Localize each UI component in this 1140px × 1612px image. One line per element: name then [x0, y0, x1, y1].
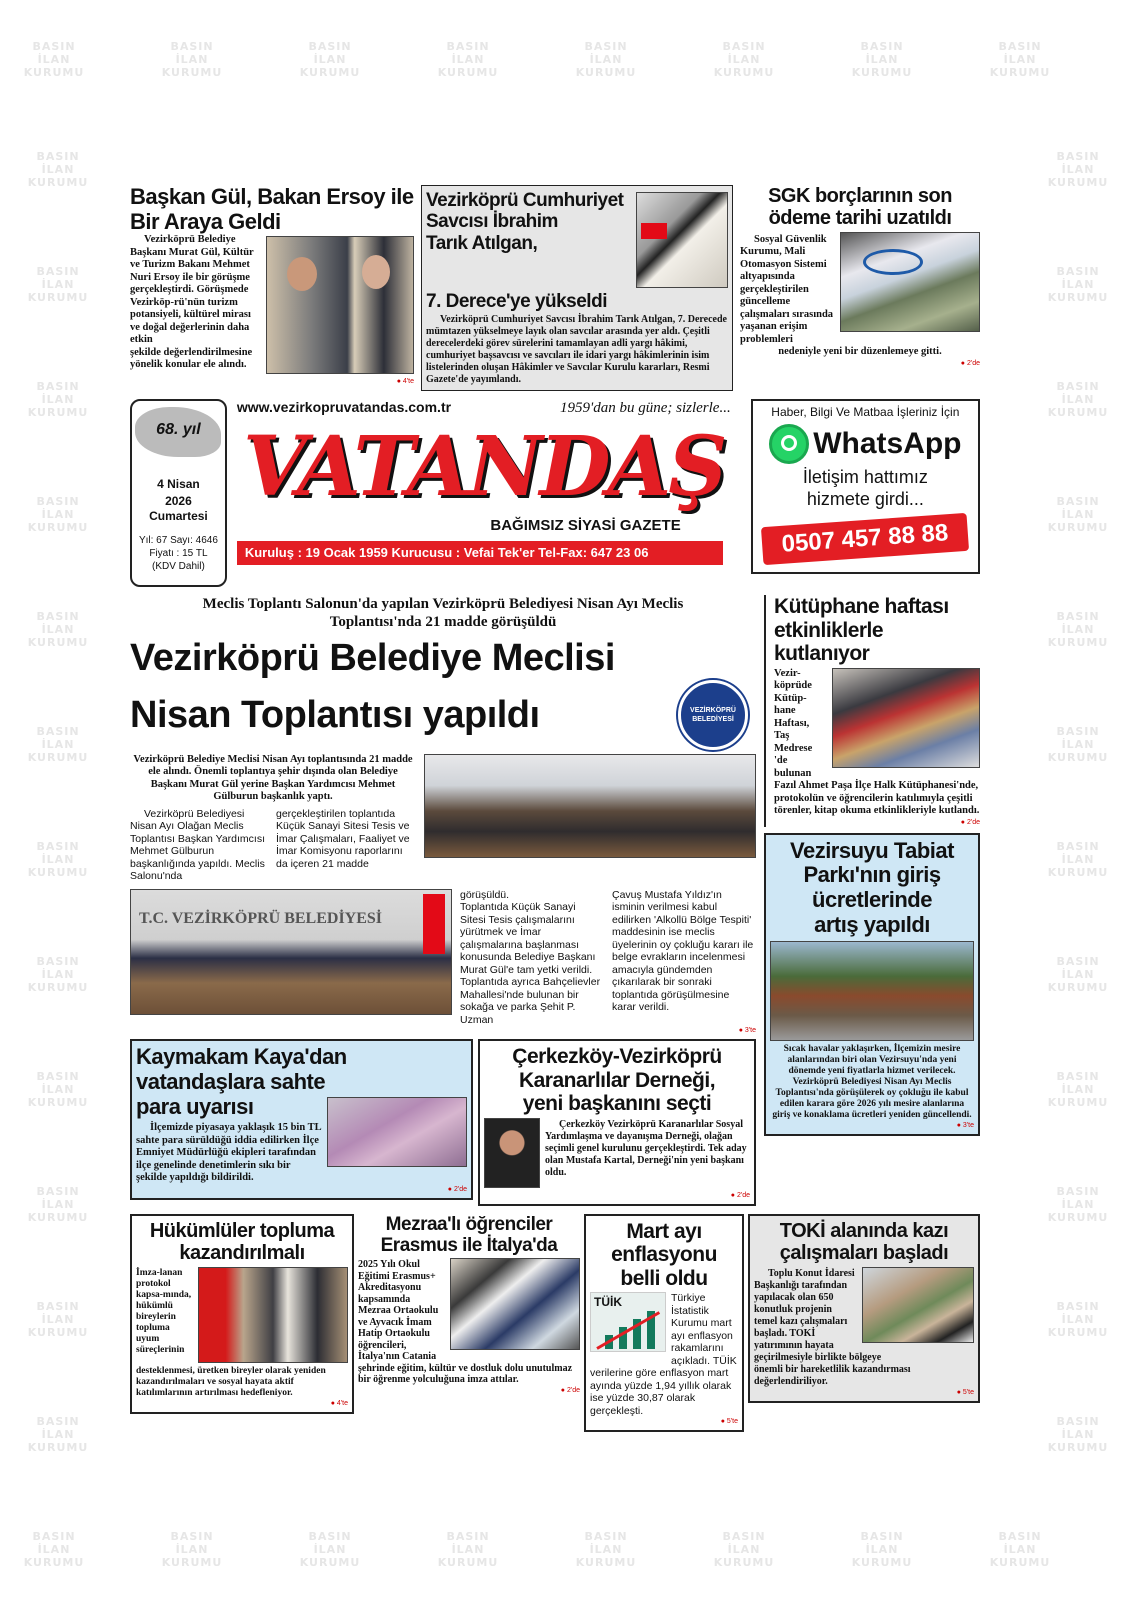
headline-line: TOKİ alanında kazı	[779, 1219, 949, 1242]
headline-line: Mart ayı	[626, 1219, 702, 1243]
continued-ref: ● 5'te	[754, 1388, 974, 1397]
story-gul-ersoy[interactable]	[130, 185, 414, 386]
newspaper-logo: VATANDAŞ	[243, 419, 725, 516]
date-year: 2026	[165, 494, 192, 509]
continued-ref: ● 3'te	[130, 1026, 756, 1035]
body-end: şekilde değerlendirilmesine yönelik konular ele alındı.	[130, 346, 253, 371]
map-badge	[135, 407, 221, 457]
body: Sosyal Güvenlik Kurumu, Mali Otomasyon Sistemi altyapısında gerçekleştirilen güncelleme çalışmaları sırasında yaşanan erişim problemleri	[740, 233, 834, 345]
body: süreçlerinin desteklenmesi, üretken bireyler olarak yeniden kazandırılmaları ve sosyal hayata aktif katılımlarının artırılması hedefleniyor.	[136, 1344, 326, 1398]
headline-line: Parkı'nın giriş	[803, 862, 941, 888]
headline-line: Mezraa'lı öğrenciler	[385, 1213, 553, 1235]
watermark: BASIN İLAN KURUMU	[437, 1530, 499, 1569]
headline-line: para uyarısı	[136, 1093, 254, 1119]
slogan: 1959'dan bu güne; sizlerle...	[560, 400, 731, 417]
watermark: BASIN İLAN KURUMU	[27, 725, 89, 764]
watermark: BASIN İLAN KURUMU	[1047, 1070, 1109, 1109]
body-side: 2025 Yılı Okul Eğitimi Erasmus+ Akreditasyonu kapsamında Mezraa Ortaokulu ve Ayvacık İmam	[358, 1259, 439, 1328]
logo-text: VEZİRKÖPRÜ BELEDİYESİ	[690, 706, 736, 723]
headline-line: Çerkezköy-Vezirköprü	[512, 1045, 722, 1069]
headline-line: Kaymakam Kaya'dan	[136, 1044, 347, 1070]
photo-president	[484, 1118, 540, 1188]
headline-line: Hükümlüler topluma	[149, 1219, 335, 1242]
whatsapp-icon	[769, 424, 809, 464]
continued-ref: ● 2'de	[358, 1386, 580, 1395]
story-vezirsuyu[interactable]	[764, 833, 980, 1137]
photo-banknotes	[327, 1097, 467, 1167]
front-page	[130, 0, 980, 1472]
watermark: BASIN İLAN KURUMU	[575, 40, 637, 79]
phone-number[interactable]: 0507 457 88 88	[761, 513, 969, 565]
watermark: BASIN İLAN KURUMU	[27, 840, 89, 879]
body: Vezirköprü Cumhuriyet Savcısı İbrahim Tarık Atılgan, 7. Derecede mümtazen yükselmeye layık olan savcılar arasında yer aldı. Çeşitli derecelerdeki görev sürelerini tamamlayan adli yargı hâkimi, cumhuriyet başsavcısı ve savcıları ile idari yargı hâkimlerinin isim listelerinden oluşan Hâkimler ve Savcılar Kurulu kararları, Resmi Gazete'de yayımlandı.	[426, 314, 727, 386]
headline-line: Karanarlılar Derneği,	[518, 1068, 716, 1092]
watermark: BASIN İLAN KURUMU	[1047, 955, 1109, 994]
municipality-logo	[678, 680, 748, 750]
watermark: BASIN İLAN KURUMU	[299, 1530, 361, 1569]
body: açıkladı. TÜİK verilerine göre enflasyon mart ayında yüzde 1,94 yıllık olarak ise yüzde 30,87 olarak gerçekleşti.	[590, 1354, 737, 1417]
story-convicts[interactable]	[130, 1214, 354, 1414]
masthead-center	[237, 399, 731, 565]
ad-line1: İletişim hattımız	[802, 467, 928, 488]
watermark: BASIN İLAN KURUMU	[1047, 610, 1109, 649]
watermark: BASIN İLAN KURUMU	[27, 380, 89, 419]
headline-line: çalışmaları başladı	[779, 1242, 949, 1265]
watermark: BASIN İLAN KURUMU	[1047, 265, 1109, 304]
watermark: BASIN İLAN KURUMU	[989, 1530, 1051, 1569]
headline-line: kutlanıyor	[774, 642, 870, 666]
story-sgk[interactable]	[740, 185, 980, 368]
continued-ref: ● 2'de	[136, 1185, 467, 1194]
date-weekday: Cumartesi	[149, 509, 208, 524]
watermark: BASIN İLAN KURUMU	[1047, 150, 1109, 189]
issue-number: Yıl: 67 Sayı: 4646	[138, 535, 218, 547]
story-inflation[interactable]	[584, 1214, 744, 1433]
headline-line: ödeme tarihi uzatıldı	[768, 207, 952, 230]
watermark: BASIN İLAN KURUMU	[27, 1070, 89, 1109]
continued-ref: ● 5'te	[590, 1417, 738, 1426]
continued-ref: ● 2'de	[774, 818, 980, 827]
photo-students	[450, 1258, 580, 1350]
continued-ref: ● 2'de	[484, 1191, 750, 1200]
bottom-row	[130, 1214, 980, 1433]
headline-line: Kütüphane haftası	[774, 595, 949, 619]
middle-row	[130, 595, 980, 1206]
price: Fiyatı : 15 TL	[149, 548, 208, 560]
vat-note: (KDV Dahil)	[152, 561, 205, 573]
year-badge: 68. yıl	[156, 421, 201, 439]
body: Sıcak havalar yaklaşırken, İlçemizin mesire alanlarından biri olan Vezirsuyu'nda yeni dönemde yeni fiyatlarla hizmet verilecek. Vezirköprü Belediyesi Nisan Ayı Meclis Toplantısı'nda görüşülerek oy çokluğu ile kabul edilen karara göre 2026 yılı mesire alanlarına giriş ve konaklama ücretleri yeniden güncellendi.	[772, 1044, 972, 1121]
headline-line: vatandaşlara sahte	[136, 1068, 326, 1094]
watermark: BASIN İLAN KURUMU	[1047, 725, 1109, 764]
left-column	[130, 595, 756, 1206]
watermark: BASIN İLAN KURUMU	[1047, 1300, 1109, 1339]
photo-council-table	[130, 889, 452, 1015]
photo-library	[832, 668, 980, 768]
continued-ref: ● 4'te	[130, 377, 414, 386]
headline-line: enflasyonu	[611, 1243, 717, 1267]
watermark: BASIN İLAN KURUMU	[23, 1530, 85, 1569]
watermark: BASIN İLAN KURUMU	[299, 40, 361, 79]
sgk-logo	[863, 249, 923, 275]
watermark: BASIN İLAN KURUMU	[437, 40, 499, 79]
tuik-logo: TÜİK	[594, 1295, 622, 1310]
watermark: BASIN İLAN KURUMU	[1047, 1415, 1109, 1454]
headline-line: Vezirköprü Belediye Meclisi	[130, 637, 615, 680]
body-side: Toplu Konut İdaresi Başkanlığı tarafından yapılacak olan 650 konutluk projenin temel kazı çalışmaları başladı. TOKİ yatırımının hayata geçirilmesiyle birlikte bölgeye	[754, 1267, 882, 1363]
watermark: BASIN İLAN KURUMU	[575, 1530, 637, 1569]
watermark: BASIN İLAN KURUMU	[1047, 495, 1109, 534]
watermark: BASIN İLAN KURUMU	[27, 610, 89, 649]
photo-toki-project	[862, 1267, 974, 1343]
column-1: Vezirköprü Belediyesi Nisan Ayı Olağan Meclis Toplantısı Başkan Yardımcısı Mehmet Gülburun başkanlığında yapıldı. Meclis Salonu'nda	[130, 807, 266, 883]
body: Vezirköprü Belediye Başkanı Murat Gül, Kültür ve Turizm Bakanı Mehmet Nuri Ersoy ile bir görüşme gerçekleştirdi. Görüşmede Vezirköp-rü'nün turizm potansiyeli, kültürel mirası ve doğal değerlerinin daha etkin	[130, 234, 254, 346]
headline-line: ücretlerinde	[812, 887, 932, 913]
continued-ref: ● 4'te	[136, 1399, 348, 1408]
story-library[interactable]	[764, 595, 980, 827]
headline-line: artış yapıldı	[814, 911, 930, 937]
watermark: BASIN İLAN KURUMU	[989, 40, 1051, 79]
website-link[interactable]: www.vezirkopruvatandas.com.tr	[236, 399, 452, 416]
watermark: BASIN İLAN KURUMU	[1047, 840, 1109, 879]
watermark: BASIN İLAN KURUMU	[851, 1530, 913, 1569]
kicker: Meclis Toplantı Salonun'da yapılan Vezirköprü Belediyesi Nisan Ayı Meclis Toplantısı'nda 21 madde görüşüldü	[202, 596, 684, 631]
watermark: BASIN İLAN KURUMU	[161, 1530, 223, 1569]
photo-council-hall	[424, 754, 756, 858]
main-story[interactable]	[130, 595, 756, 1035]
watermark: BASIN İLAN KURUMU	[27, 1185, 89, 1224]
story-erasmus[interactable]	[358, 1214, 580, 1395]
tuik-chart-image	[590, 1292, 666, 1352]
story-association[interactable]	[478, 1039, 756, 1206]
continued-ref: ● 3'te	[770, 1121, 974, 1130]
body: 'de bulunan Fazıl Ahmet Paşa İlçe Halk Kütüphanesi'nde, protokolün ve öğrencilerin katılımıyla çeşitli törenler, kitap okuma etkinlikleriyle kutlandı.	[774, 755, 980, 817]
watermark: BASIN İLAN KURUMU	[161, 40, 223, 79]
watermark: BASIN İLAN KURUMU	[27, 265, 89, 304]
photo-park	[770, 941, 974, 1041]
headline-line: kazandırılmalı	[179, 1242, 305, 1265]
watermark: BASIN İLAN KURUMU	[27, 495, 89, 534]
photo-gul-ersoy	[266, 236, 414, 374]
headline-line: Erasmus ile İtalya'da	[380, 1235, 558, 1257]
masthead-row	[130, 399, 980, 587]
whatsapp-ad[interactable]	[751, 399, 980, 574]
watermark: BASIN İLAN KURUMU	[27, 955, 89, 994]
watermark: BASIN İLAN KURUMU	[27, 1415, 89, 1454]
photo-sgk-money	[840, 232, 980, 332]
headline-line: 7. Derece'ye yükseldi	[426, 291, 607, 312]
body-side: Türkiye İstatistik Kurumu mart ayı enflasyon rakamlarını	[671, 1292, 733, 1355]
body: İlçemizde piyasaya yaklaşık 15 bin TL sahte para sürüldüğü iddia edilirken İlçe Emniyet Müdürlüğü ekipleri tarafından ilçe genelinde denetimlerin sıkı bir şekilde yapıldığı bildirildi.	[136, 1122, 322, 1184]
photo-protocol	[198, 1267, 348, 1363]
headline-line: Vezirsuyu Tabiat	[790, 837, 954, 863]
headline: Başkan Gül, Bakan Ersoy ile Bir Araya Geldi	[130, 184, 414, 234]
story-atilgan[interactable]	[421, 185, 733, 391]
headline-line: Vezirköprü Cumhuriyet	[426, 190, 624, 211]
turkish-flag	[423, 894, 445, 954]
headline-line: etkinliklerle	[774, 618, 884, 642]
watermark: BASIN İLAN KURUMU	[1047, 380, 1109, 419]
watermark: BASIN İLAN KURUMU	[27, 150, 89, 189]
body: Çerkezköy Vezirköprü Karanarlılar Sosyal Yardımlaşma ve dayanışma Derneği, olağan seçimli genel kurulunu gerçekleştirdi. Tek aday olan Mustafa Kartal, Derneği'nin yeni başkanı oldu.	[545, 1118, 747, 1178]
body: önemli bir hareketlilik kazandırması değerlendiriliyor.	[754, 1363, 911, 1387]
headline-line: yeni başkanını seçti	[522, 1092, 712, 1116]
subtitle: BAĞIMSIZ SİYASİ GAZETE	[490, 517, 681, 535]
watermark: BASIN İLAN KURUMU	[851, 40, 913, 79]
story-fake-money[interactable]	[130, 1039, 473, 1199]
column-3: görüşüldü. Toplantıda Küçük Sanayi Sitesi Tesis çalışmalarını yürütmek ve İmar çalışmalarına başlanması konusunda Belediye Başkanı Murat Gül'e tam yetki verildi. Toplantıda ayrıca Bahçelievler Mahallesi'nde bulunan bir sokağa ve parka Şehit P. Uzman	[460, 888, 601, 1026]
body: Hatip Ortaokulu öğrencileri, İtalya'nın Catania şehrinde eğitim, kültür ve dostluk dolu unutulmaz bir öğrenme yolculuğuna imza attılar.	[358, 1328, 573, 1386]
body-end: nedeniyle yeni bir düzenlemeye gitti.	[778, 346, 942, 358]
date-day: 4 Nisan	[157, 477, 200, 492]
right-column	[764, 595, 980, 1136]
whatsapp-brand: WhatsApp	[813, 427, 962, 461]
date-box	[130, 399, 227, 587]
headline-line: Nisan Toplantısı yapıldı	[130, 693, 540, 736]
column-2: gerçekleştirilen toplantıda Küçük Sanayi Sitesi Tesis ve İmar Çalışmaları, Faaliyet ve İmar Komisyonu raporlarını da içeren 21 madde	[276, 807, 410, 870]
watermark: BASIN İLAN KURUMU	[23, 40, 85, 79]
body-side: İmza-lanan protokol kapsa-mında, hükümlü bireylerin topluma uyum	[136, 1267, 192, 1344]
founding-bar: Kuruluş : 19 Ocak 1959 Kurucusu : Vefai Tek'er Tel-Fax: 647 23 06	[237, 541, 723, 565]
ad-line2: hizmete girdi...	[806, 489, 924, 510]
headline-line: Tarık Atılgan,	[426, 232, 538, 254]
photo-resmi-gazete	[636, 192, 728, 288]
body-side: Vezir-köprüde Kütüp-hane Haftası, Taş Medrese	[774, 667, 813, 754]
photo-sign: T.C. VEZİRKÖPRÜ BELEDİYESİ	[139, 909, 383, 927]
headline-line: Savcısı İbrahim	[426, 211, 558, 233]
column-4: Çavuş Mustafa Yıldız'ın isminin verilmesi kabul edilirken 'Alkollü Bölge Tespiti' maddesinin ise meclis üyelerinin oy çokluğu kararı ile belge evrakların incelenmesi amacıyla gündemden çıkarılarak bir sonraki toplantıda görüşülmesine karar verildi.	[612, 888, 754, 1014]
headline-line: belli oldu	[620, 1266, 708, 1290]
continued-ref: ● 2'de	[740, 359, 980, 368]
watermark: BASIN İLAN KURUMU	[27, 1300, 89, 1339]
watermark: BASIN İLAN KURUMU	[713, 40, 775, 79]
top-stories-row	[130, 185, 980, 391]
headline-line: SGK borçlarının son	[768, 185, 952, 207]
story-toki[interactable]	[748, 1214, 980, 1403]
summary: Vezirköprü Belediye Meclisi Nisan Ayı toplantısında 21 madde ele alındı. Önemli toplantıya şehir dışında olan Belediye Başkanı Murat Gül yerine Başkan Yardımcısı Mehmet Gülburun başkanlık yaptı.	[133, 753, 413, 803]
watermark: BASIN İLAN KURUMU	[1047, 1185, 1109, 1224]
watermark: BASIN İLAN KURUMU	[713, 1530, 775, 1569]
ad-top: Haber, Bilgi Ve Matbaa İşleriniz İçin	[771, 405, 960, 420]
